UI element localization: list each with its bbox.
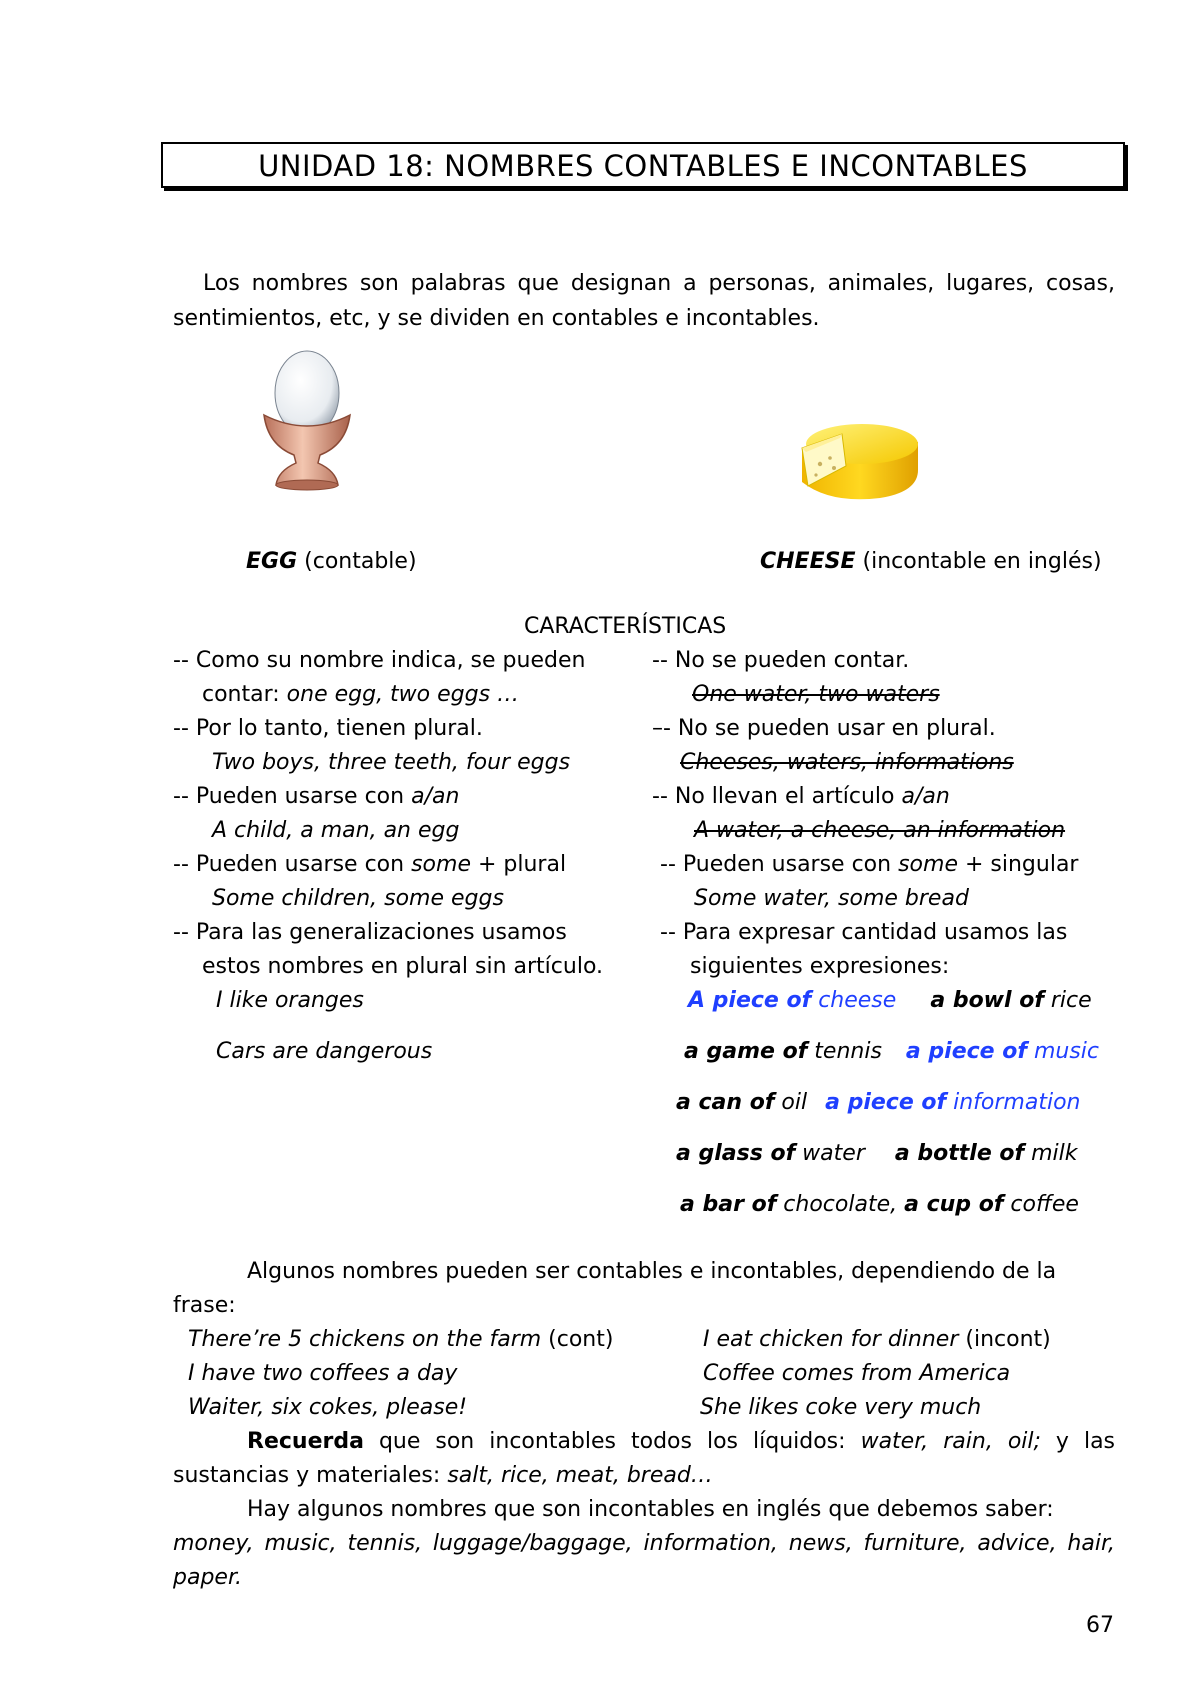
expression-row-4 bbox=[676, 1139, 1077, 1169]
both-paragraph-line-2: frase: bbox=[173, 1293, 236, 1318]
countable-line-5-article: a/an bbox=[411, 784, 460, 809]
expression-piece-of-music: a piece of bbox=[905, 1039, 1027, 1064]
example-chickens-farm: There’re 5 chickens on the farm bbox=[188, 1327, 542, 1352]
uncountable-wrong-article: A water, a cheese, an information bbox=[694, 818, 1066, 843]
example-cont-label: (cont) bbox=[541, 1327, 614, 1352]
remember-word: Recuerda bbox=[247, 1429, 364, 1454]
uncountable-example-some: Some water, some bread bbox=[694, 886, 969, 911]
remember-line-2 bbox=[173, 1461, 713, 1491]
expression-row-2 bbox=[684, 1037, 1099, 1067]
both-example-3-left: Waiter, six cokes, please! bbox=[188, 1395, 468, 1420]
expression-milk: milk bbox=[1024, 1141, 1078, 1166]
final-uncountable-list: money, music, tennis, luggage/baggage, information, news, furniture, advice, hair, bbox=[173, 1531, 1115, 1556]
uncountable-line-7-text: -- Pueden usarse con bbox=[660, 852, 899, 877]
expression-bottle-of: a bottle of bbox=[894, 1141, 1025, 1166]
countable-example-article: A child, a man, an egg bbox=[212, 818, 460, 843]
countable-line-7-plural: + plural bbox=[470, 852, 567, 877]
uncountable-wrong-count: One water, two waters bbox=[692, 682, 940, 707]
countable-line-9: -- Para las generalizaciones usamos bbox=[173, 920, 567, 945]
countable-example-plural: Two boys, three teeth, four eggs bbox=[212, 750, 571, 775]
countable-line-10: estos nombres en plural sin artículo. bbox=[202, 954, 604, 979]
expression-game-of: a game of bbox=[684, 1039, 808, 1064]
countable-line-2 bbox=[202, 680, 519, 710]
expression-water: water bbox=[795, 1141, 865, 1166]
intro-line-2: sentimientos, etc, y se dividen en contables e incontables. bbox=[173, 306, 820, 331]
both-example-2-left: I have two coffees a day bbox=[188, 1361, 458, 1386]
egg-cup-icon bbox=[250, 345, 360, 495]
countable-example-cars: Cars are dangerous bbox=[216, 1039, 433, 1064]
cheese-wheel-icon bbox=[790, 420, 925, 510]
example-incont-label: (incont) bbox=[958, 1327, 1051, 1352]
expression-oil: oil bbox=[774, 1090, 808, 1115]
both-example-2-right: Coffee comes from America bbox=[703, 1361, 1011, 1386]
uncountable-line-5-text: -- No llevan el artículo bbox=[652, 784, 902, 809]
intro-line-1: Los nombres son palabras que designan a personas, animales, lugares, cosas, bbox=[203, 271, 1115, 296]
cheese-word: CHEESE bbox=[760, 549, 856, 574]
uncountable-line-5-article: a/an bbox=[901, 784, 950, 809]
expression-cup-of: a cup of bbox=[904, 1192, 1004, 1217]
expression-information: information bbox=[946, 1090, 1081, 1115]
countable-example-some: Some children, some eggs bbox=[212, 886, 504, 911]
uncountable-line-5 bbox=[652, 782, 950, 812]
expression-piece-of-information: a piece of bbox=[825, 1090, 947, 1115]
expression-chocolate: chocolate, bbox=[776, 1192, 905, 1217]
countable-line-1: -- Como su nombre indica, se pueden bbox=[173, 648, 586, 673]
countable-line-7-some: some bbox=[411, 852, 471, 877]
uncountable-line-1: -- No se pueden contar. bbox=[652, 648, 910, 673]
cheese-note: (incontable en inglés) bbox=[855, 549, 1102, 574]
countable-line-5 bbox=[173, 782, 459, 812]
uncountable-line-7 bbox=[660, 850, 1078, 880]
expression-can-of: a can of bbox=[676, 1090, 775, 1115]
countable-line-7-text: -- Pueden usarse con bbox=[173, 852, 412, 877]
egg-caption bbox=[246, 547, 417, 577]
characteristics-heading: CARACTERÍSTICAS bbox=[524, 614, 727, 639]
remember-liquids: water, rain, oil; bbox=[860, 1429, 1041, 1454]
remember-substances-text: sustancias y materiales: bbox=[173, 1463, 448, 1488]
uncountable-wrong-plural: Cheeses, waters, informations bbox=[680, 750, 1014, 775]
uncountable-line-7-some: some bbox=[898, 852, 958, 877]
both-paragraph-line-1: Algunos nombres pueden ser contables e incontables, dependiendo de la bbox=[247, 1259, 1057, 1284]
egg-note: (contable) bbox=[297, 549, 417, 574]
expression-rice: rice bbox=[1043, 988, 1092, 1013]
both-example-1-right bbox=[703, 1325, 1051, 1355]
expression-row-3 bbox=[676, 1088, 1080, 1118]
expression-tennis: tennis bbox=[807, 1039, 882, 1064]
page-number: 67 bbox=[1086, 1613, 1114, 1638]
expression-music: music bbox=[1026, 1039, 1099, 1064]
expression-coffee: coffee bbox=[1003, 1192, 1079, 1217]
final-line-3: paper. bbox=[173, 1565, 242, 1590]
uncountable-line-9: -- Para expresar cantidad usamos las bbox=[660, 920, 1068, 945]
cheese-caption bbox=[760, 547, 1102, 577]
remember-and: y las bbox=[1040, 1429, 1116, 1454]
uncountable-line-3: –- No se pueden usar en plural. bbox=[652, 716, 996, 741]
uncountable-line-10: siguientes expresiones: bbox=[690, 954, 950, 979]
countable-line-7 bbox=[173, 850, 566, 880]
both-example-3-right: She likes coke very much bbox=[700, 1395, 982, 1420]
countable-line-3: -- Por lo tanto, tienen plural. bbox=[173, 716, 483, 741]
example-chicken-dinner: I eat chicken for dinner bbox=[703, 1327, 959, 1352]
expression-glass-of: a glass of bbox=[676, 1141, 796, 1166]
remember-text: que son incontables todos los líquidos: bbox=[363, 1429, 861, 1454]
countable-example-oranges: I like oranges bbox=[216, 988, 364, 1013]
expression-piece-of: A piece of bbox=[688, 988, 812, 1013]
expression-cheese: cheese bbox=[811, 988, 897, 1013]
countable-line-2-example: one egg, two eggs … bbox=[286, 682, 520, 707]
egg-word: EGG bbox=[246, 549, 298, 574]
expression-bowl-of: a bowl of bbox=[930, 988, 1044, 1013]
expression-row-5 bbox=[680, 1190, 1079, 1220]
countable-line-5-text: -- Pueden usarse con bbox=[173, 784, 412, 809]
expression-bar-of: a bar of bbox=[680, 1192, 777, 1217]
both-example-1-left bbox=[188, 1325, 613, 1355]
remember-substances-examples: salt, rice, meat, bread… bbox=[447, 1463, 713, 1488]
page-title: UNIDAD 18: NOMBRES CONTABLES E INCONTABLES bbox=[258, 149, 1028, 183]
expression-row-1 bbox=[688, 986, 1092, 1016]
final-line-1: Hay algunos nombres que son incontables en inglés que debemos saber: bbox=[247, 1497, 1054, 1522]
remember-line-1 bbox=[247, 1427, 1115, 1457]
uncountable-line-7-singular: + singular bbox=[957, 852, 1079, 877]
countable-line-2-text: contar: bbox=[202, 682, 287, 707]
